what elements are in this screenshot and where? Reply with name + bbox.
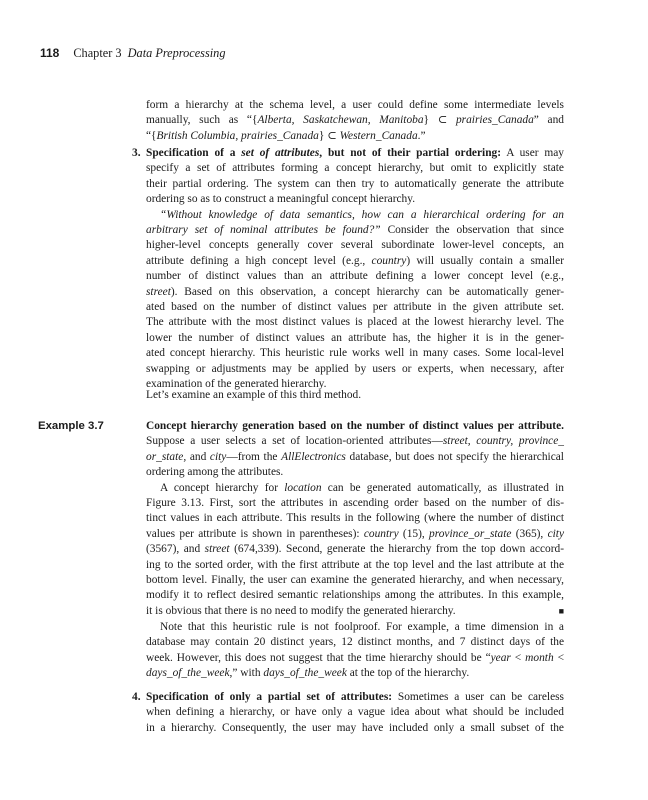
example-title: Concept hierarchy generation based on the number of distinct values per attribute. — [146, 420, 564, 432]
text-line: number of distinct values than an attribute defining a lower concept level (e.g., — [146, 270, 564, 283]
text-line: values per attribute is shown in parentheses): country (15), province_or_state (365), city — [146, 527, 565, 540]
text-line: or_state, and city—from the AllElectronics database, but does not specify the hierarchical — [146, 450, 564, 463]
text-line: A concept hierarchy for location can be generated automatically, as illustrated in — [160, 481, 564, 494]
text-line: attribute defining a high concept level (e.g., country) will usually contain a smaller — [146, 254, 565, 267]
text-line: tinct values in each attribute. This results in the following (where the number of distinct — [146, 512, 564, 525]
running-header — [40, 46, 225, 61]
text-line: when defining a hierarchy, or have only a vague idea about what should be included — [146, 706, 564, 719]
text-line: ated concept hierarchy. This heuristic rule works well in many cases. Some local-level — [146, 347, 564, 360]
item-heading-line: Specification of a set of attributes, but not of their partial ordering: A user may — [146, 147, 564, 159]
text-line: in a hierarchy. Consequently, the user may have included only a small subset of the — [146, 721, 564, 734]
text-line: specify a set of attributes forming a concept hierarchy, but omit to explicitly state — [146, 162, 564, 175]
text-line: examination of the generated hierarchy. — [146, 378, 327, 391]
text-line: ated based on the number of distinct values per attribute in the given attribute set. — [146, 301, 564, 314]
text-line: ■ it is obvious that there is no need to modify the generated hierarchy. — [146, 604, 564, 619]
text-line: “Without knowledge of data semantics, how can a hierarchical ordering for an — [160, 208, 564, 221]
text-line: street). Based on this observation, a concept hierarchy can be automatically gener- — [146, 285, 564, 298]
text-line: bottom level. Finally, the user can examine the generated hierarchy, and when necessary, — [146, 574, 564, 587]
text-line: database may contain 20 distinct years, 12 distinct months, and 7 distinct days of the — [146, 636, 564, 649]
text-line: Suppose a user selects a set of location-oriented attributes—street, country, province_ — [146, 435, 564, 448]
note-paragraph — [146, 620, 564, 682]
text-line: (3567), and street (674,339). Second, generate the hierarchy from the top down accord- — [146, 543, 564, 556]
text-line: form a hierarchy at the schema level, a user could define some intermediate levels — [146, 99, 564, 111]
text-line: Note that this heuristic rule is not foolproof. For example, a time dimension in a — [160, 621, 564, 633]
chapter-label: Chapter 3 — [73, 46, 122, 60]
text-line: manually, such as “{Alberta, Saskatchewan, Manitoba} ⊂ prairies_Canada” and — [146, 114, 564, 127]
example-3-7 — [146, 419, 564, 619]
transition-paragraph — [146, 388, 564, 403]
list-number: 4. — [132, 691, 141, 703]
text-line: days_of_the_week,” with days_of_the_week at the top of the hierarchy. — [146, 667, 470, 680]
item-heading-line: Specification of only a partial set of attributes: Sometimes a user can be careless — [146, 691, 564, 703]
text-line: swapping or adjustments may be applied by users or experts, when necessary, after — [146, 362, 564, 375]
text-line: ordering among the attributes. — [146, 466, 284, 479]
page-number: 118 — [40, 46, 60, 60]
text-line: their partial ordering. The system can then try to automatically generate the attribute — [146, 177, 564, 190]
paragraph-continued — [146, 98, 564, 144]
list-item-4 — [132, 690, 564, 736]
text-line: “{British Columbia, prairies_Canada} ⊂ Western_Canada.” — [146, 129, 426, 142]
text-line: lower the number of distinct values an attribute has, the higher it is in the gener- — [146, 331, 564, 344]
text-line: modify it to reflect desired semantic relationships among the attributes. In this example, — [146, 589, 564, 602]
text-line: higher-level concepts generally cover several subordinate lower-level concepts, an — [146, 239, 564, 252]
end-of-example-mark: ■ — [558, 605, 564, 616]
text-line: ordering so as to construct a meaningful concept hierarchy. — [146, 193, 416, 206]
text-line: Figure 3.13. First, sort the attributes in ascending order based on the number of dis- — [146, 497, 564, 510]
text-line: arbitrary set of nominal attributes be found?” Consider the observation that since — [146, 224, 564, 237]
text-line: ing to the sorted order, with the first attribute at the top level and the last attribute at the — [146, 558, 564, 571]
list-item-3 — [132, 146, 565, 393]
example-label: Example 3.7 — [38, 420, 104, 432]
text-line: The attribute with the most distinct values is placed at the lowest hierarchy level. The — [146, 316, 564, 329]
list-number: 3. — [132, 147, 141, 159]
text-line: Let’s examine an example of this third method. — [146, 389, 362, 401]
chapter-title: Data Preprocessing — [127, 46, 226, 60]
text-line: week. However, this does not suggest that the time hierarchy should be “year < month < — [146, 651, 564, 664]
